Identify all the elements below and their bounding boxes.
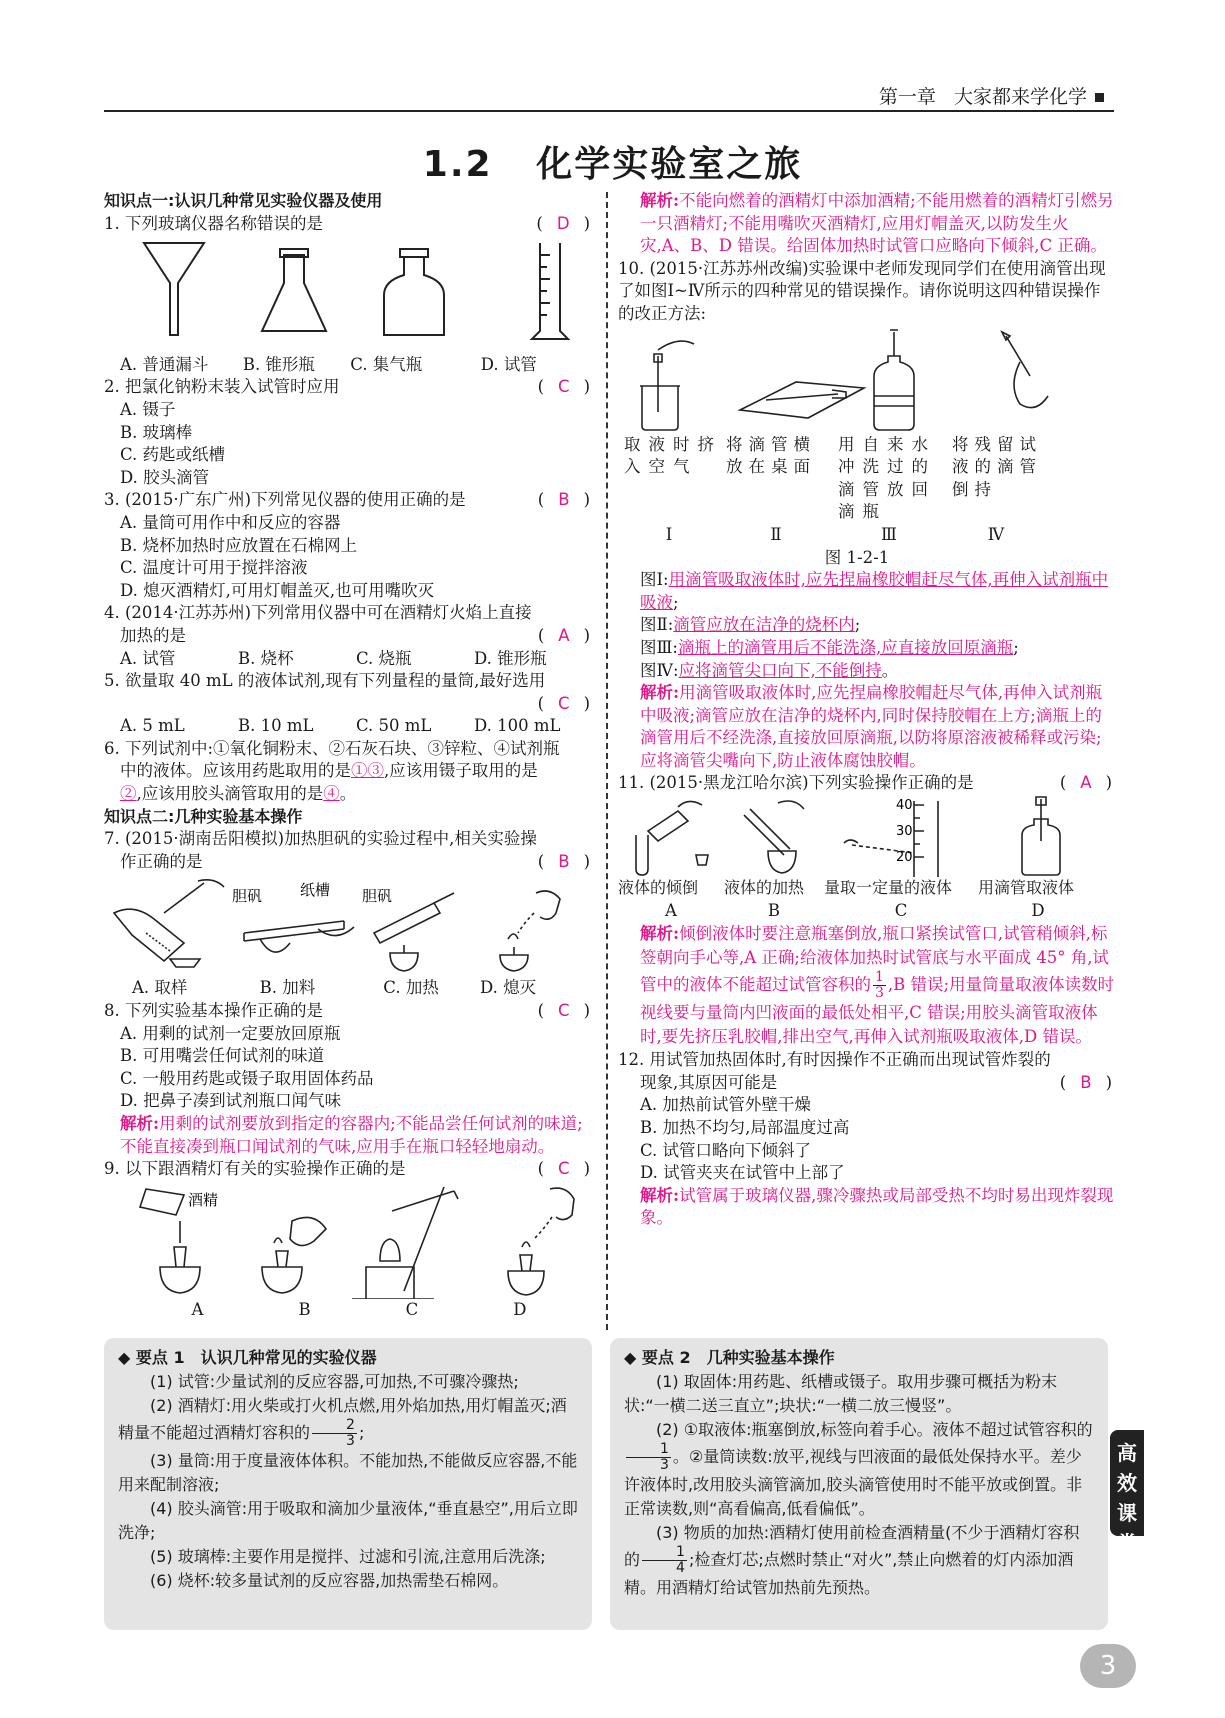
question-12: 12. 用试管加热固体时,有时因操作不正确而出现试管炸裂的 现象,其原因可能是 ( B ) — [618, 1049, 1116, 1094]
answer-5: ( C ) — [537, 693, 590, 713]
answer-11: ( A ) — [1059, 773, 1112, 793]
box2-fraction-1: $\frac{1}{3}$ — [626, 1442, 671, 1473]
q4-options: A. 试管 B. 烧杯 C. 烧瓶 D. 锥形瓶 — [120, 648, 547, 668]
q10-figure — [618, 326, 1116, 434]
conical-flask-icon — [262, 255, 326, 331]
question-6: 6. 下列试剂中:①氧化铜粉末、②石灰石块、③锌粒、④试剂瓶 中的液体。应该用药匙取用的是①③,应该用镊子取用的是 ②,应该用胶头滴管取用的是④。 — [104, 738, 560, 804]
q3-option-b: B. 烧杯加热时应放置在石棉网上 — [120, 535, 358, 555]
question-10: 10. (2015·江苏苏州改编)实验课中老师发现同学们在使用滴管出现了如图Ⅰ~Ⅳ所示的四种常见的错误操作。请你说明这四种错误操作的改正方法: — [618, 258, 1106, 323]
q8-analysis: 解析:用剩的试剂要放到指定的容器内;不能品尝任何试剂的味道;不能直接凑到瓶口闻试剂的气味,应用手在瓶口轻轻地扇动。 — [120, 1114, 583, 1156]
answer-8: ( C ) — [537, 1001, 590, 1021]
graduated-cylinder-icon — [532, 243, 568, 339]
q11-captions: 液体的倾倒 液体的加热 量取一定量的液体 用滴管取液体 — [618, 878, 1075, 898]
answer-1: ( D ) — [536, 213, 590, 233]
square-bullet-icon — [1095, 93, 1104, 102]
page-title: 1.2 化学实验室之旅 — [422, 144, 803, 185]
q10-fix-2: 滴管应放在洁净的烧杯内 — [673, 615, 855, 635]
question-8: 8. 下列实验基本操作正确的是 ( C ) — [104, 1000, 594, 1023]
q10-analysis: 解析:用滴管吸取液体时,应先捏扁橡胶帽赶尽气体,再伸入试剂瓶中吸液;滴管应放在洁净的烧杯内,同时保持胶帽在上方;滴瓶上的滴管用后不经洗涤,直接放回原滴瓶,以防将原溶液被稀释或污染;应将滴管尖嘴向下,防止液体腐蚀胶帽。 — [640, 683, 1103, 770]
key-point-box-2: ◆ 要点 2 几种实验基本操作 (1) 取固体:用药匙、纸槽或镊子。取用步骤可概括为粉末状:“一横二送三直立”;块状:“一横二放三慢竖”。 (2) ①取液体:瓶塞倒放,标签向着手心。液体不超过试管容积的 $\frac{1}{3}$ 。②量筒读数:放平,视线与凹液面的最低处保持水平。差少许液体时,改用胶头滴管滴加,胶头滴管使用时不能平放或倒置。非正常读数,则“高看偏高,低看偏低”。 (3) 物质的加热:酒精灯使用前检查酒精量(不少于酒精灯容积的 $\frac{1}{4}$ ;检查灯芯;点燃时禁止“对火”,禁止向燃着的灯内添加酒精。用酒精灯给试管加热前先预热。 — [610, 1338, 1108, 1630]
q11-scale-40: 40 — [896, 798, 913, 814]
question-3: 3. (2015·广东广州)下列常见仪器的使用正确的是 ( B ) — [104, 489, 594, 512]
question-4: 4. (2014·江苏苏州)下列常用仪器中可在酒精灯火焰上直接 加热的是 ( A ) — [104, 602, 594, 647]
side-tab: 高效课堂 — [1110, 1430, 1144, 1536]
q6-blank-3: ④ — [323, 784, 340, 804]
section-heading-1: 知识点一:认识几种常见实验仪器及使用 — [104, 191, 383, 210]
q10-dropper-svg — [618, 326, 1116, 434]
key-point-1-title: ◆ 要点 1 认识几种常见的实验仪器 — [118, 1348, 377, 1367]
q3-option-a: A. 量筒可用作中和反应的容器 — [120, 512, 341, 532]
question-9: 9. 以下跟酒精灯有关的实验操作正确的是 ( C ) — [104, 1158, 594, 1181]
gas-bottle-icon — [384, 257, 444, 335]
key-point-2-title: ◆ 要点 2 几种实验基本操作 — [624, 1348, 835, 1367]
box1-fraction: $\frac{2}{3}$ — [312, 1418, 357, 1449]
q9-label-alcohol: 酒精 — [188, 1190, 219, 1209]
q1-apparatus-figure — [104, 235, 594, 347]
answer-12: ( B ) — [1059, 1072, 1112, 1092]
q7-options: A. 取样 B. 加料 C. 加热 D. 熄灭 — [132, 978, 537, 998]
q11-figure — [618, 795, 1116, 877]
section-heading-2: 知识点二:几种实验基本操作 — [104, 806, 303, 826]
right-column: 解析:不能向燃着的酒精灯中添加酒精;不能用燃着的酒精灯引燃另一只酒精灯;不能用嘴吹灭酒精灯,应用灯帽盖灭,以防发生火灾,A、B、D 错误。给固体加热时试管口应略向下倾斜,C 正确。 10. (2015·江苏苏州改编)实验课中老师发现同学们在使用滴管出现了如图Ⅰ~Ⅳ所示的四种常见的错误操作。请你说明这四种错误操作的改正方法: 取液时挤入空气 将滴管横放在桌面 用自来水冲洗过的滴管放回滴瓶 将残留试液的滴管倒持 Ⅰ Ⅱ Ⅲ Ⅳ 图 1-2-1 图Ⅰ:用滴管吸取液体时,应先捏扁橡胶帽赶尽气体,再伸入试剂瓶中吸液; 图Ⅱ:滴管应放在洁净的烧杯内; 图Ⅲ:滴瓶上的滴管用后不能洗涤,应直接放回原滴瓶; 图Ⅳ:应将滴管尖口向下,不能倒持。 解析:用滴管吸取液体时,应先捏扁橡胶帽赶尽气体,再伸入试剂瓶中吸液;滴管应放在洁净的烧杯内,同时保持胶帽在上方;滴瓶上的滴管用后不经洗涤,直接放回原滴瓶,以防将原溶液被稀释或污染;应将滴管尖嘴向下,防止液体腐蚀胶帽。 11. (2015·黑龙江哈尔滨)下列实验操作正确的是 ( A ) 40 30 20 液体的倾倒 液体的加热 量取一定量的液体 用滴管取液体 A B C D 解析:倾倒液体时要注意瓶塞倒放,瓶口紧挨试管口,试管稍倾斜,标签朝向手心等,A 正确;给液体加热时试管底与水平面成 45° 角,试管中的液体不能超过试管容积的 $\frac{1}{3}$ ,B 错误;用量筒量取液体读数时视线要与量筒内凹液面的最低处相平,C 错误;用胶头滴管取液体时,要先挤压乳胶帽,排出空气,再伸入试剂瓶吸取液体,D 错误。 12. 用试管加热固体时,有时因操作不正确而出现试管炸裂的 现象,其原因可能是 ( B ) A. 加热前试管外壁干燥 B. 加热不均匀,局部温度过高 C. 试管口略向下倾斜了 D. 试管夹夹在试管中上部了 解析:试管属于玻璃仪器,骤冷骤热或局部受热不均时易出现炸裂现象。 — [618, 190, 1116, 1230]
q11-fraction: $\frac{1}{3}$ — [875, 969, 884, 1002]
q7-label-alum-2: 胆矾 — [362, 887, 393, 906]
q9-figure — [104, 1181, 594, 1299]
answer-2: ( C ) — [537, 377, 590, 397]
column-divider — [606, 192, 608, 1330]
q7-figure — [104, 873, 594, 977]
q10-fixes: 图Ⅰ:用滴管吸取液体时,应先捏扁橡胶帽赶尽气体,再伸入试剂瓶中吸液; 图Ⅱ:滴管应放在洁净的烧杯内; 图Ⅲ:滴瓶上的滴管用后不能洗涤,应直接放回原滴瓶; 图Ⅳ:应将滴管尖口向下,不能倒持。 — [640, 570, 1109, 680]
funnel-icon — [144, 243, 204, 335]
left-column: 知识点一:认识几种常见实验仪器及使用 1. 下列玻璃仪器名称错误的是 ( D ) A. 普通漏斗 B. 锥形瓶 C. 集气瓶 D. 试管 2. 把氯化钠粉末装入试管时应用 ( C ) A. 镊子 B. 玻璃棒 C. 药匙或纸槽 D. 胶头滴管 3. (2015·广东广州)下列常见仪器的使用正确的是 ( B ) A. 量筒可用作中和反应的容器 B. 烧杯加热时应放置在石棉网上 C. 温度计可用于搅拌溶液 D. 熄灭酒精灯,可用灯帽盖灭,也可用嘴吹灭 4. (2014·江苏苏州)下列常用仪器中可在酒精灯火焰上直接 加热的是 ( A ) A. 试管 B. 烧杯 C. 烧瓶 D. 锥形瓶 5. 欲量取 40 mL 的液体试剂,现有下列量程的量筒,最好选用 ( C ) A. 5 mL B. 10 mL C. 50 mL D. 100 mL 6. 下列试剂中:①氧化铜粉末、②石灰石块、③锌粒、④试剂瓶 中的液体。应该用药匙取用的是①③,应该用镊子取用的是 ②,应该用胶头滴管取用的是④。 知识点二:几种实验基本操作 7. (2015·湖南岳阳模拟)加热胆矾的实验过程中,相关实验操 作正确的是 ( B ) 胆矾 纸槽 胆矾 A. 取样 B. 加料 C. 加热 D. 熄灭 8. 下列实验基本操作正确的是 ( C ) A. 用剩的试剂一定要放回原瓶 B. 可用嘴尝任何试剂的味道 C. 一般用药匙或镊子取用固体药品 D. 把鼻子凑到试剂瓶口闻气味 解析:用剩的试剂要放到指定的容器内;不能品尝任何试剂的味道;不能直接凑到瓶口闻试剂的气味,应用手在瓶口轻轻地扇动。 9. 以下跟酒精灯有关的实验操作正确的是 ( C ) 酒精 A B C D — [104, 190, 594, 1321]
page-number: 3 — [1080, 1644, 1136, 1688]
q9-options: A B C D — [191, 1299, 527, 1319]
q6-blank-2: ② — [120, 784, 137, 804]
q10-fix-1: 用滴管吸取液体时,应先捏扁橡胶帽赶尽气体,再伸入试剂瓶中吸液 — [640, 570, 1109, 612]
q10-fix-3: 滴瓶上的滴管用后不能洗涤,应直接放回原滴瓶 — [677, 637, 1014, 657]
q11-operations-svg — [618, 795, 1116, 877]
q2-options: A. 镊子 B. 玻璃棒 C. 药匙或纸槽 D. 胶头滴管 — [120, 399, 226, 487]
q7-label-paper: 纸槽 — [300, 881, 331, 900]
key-point-box-1: ◆ 要点 1 认识几种常见的实验仪器 (1) 试管:少量试剂的反应容器,可加热,不可骤冷骤热; (2) 酒精灯:用火柴或打火机点燃,用外焰加热,用灯帽盖灭;酒精量不能超过酒精灯容积的 $\frac{2}{3}$ ; (3) 量筒:用于度量液体体积。不能加热,不能做反应容器,不能用来配制溶液; (4) 胶头滴管:用于吸取和滴加少量液体,“垂直悬空”,用后立即洗净; (5) 玻璃棒:主要作用是搅拌、过滤和引流,注意用后洗涤; (6) 烧杯:较多量试剂的反应容器,加热需垫石棉网。 — [104, 1338, 592, 1630]
q6-blank-1: ①③ — [351, 761, 384, 781]
question-2: 2. 把氯化钠粉末装入试管时应用 ( C ) — [104, 376, 594, 399]
box2-fraction-2: $\frac{1}{4}$ — [642, 1545, 687, 1576]
question-1: 1. 下列玻璃仪器名称错误的是 ( D ) — [104, 213, 594, 236]
running-head: 第一章 大家都来学化学 — [879, 82, 1104, 109]
q10-numerals: Ⅰ Ⅱ Ⅲ Ⅳ — [665, 524, 1005, 544]
q3-option-c: C. 温度计可用于搅拌溶液 — [120, 558, 308, 578]
answer-9: ( C ) — [537, 1159, 590, 1179]
q11-scale-20: 20 — [896, 850, 913, 866]
q7-label-alum-1: 胆矾 — [232, 887, 263, 906]
q1-options: A. 普通漏斗 B. 锥形瓶 C. 集气瓶 D. 试管 — [120, 354, 537, 374]
q11-scale-30: 30 — [896, 824, 913, 840]
figure-caption: 图 1-2-1 — [824, 547, 890, 567]
q11-letters: A B C D — [665, 900, 1045, 920]
q10-captions: 取液时挤入空气 将滴管横放在桌面 用自来水冲洗过的滴管放回滴瓶 将残留试液的滴管倒持 — [624, 434, 1042, 522]
answer-7: ( B ) — [537, 851, 590, 871]
q3-option-d: D. 熄灭酒精灯,可用灯帽盖灭,也可用嘴吹灭 — [120, 580, 435, 600]
q10-fix-4: 应将滴管尖口向下,不能倒持 — [678, 660, 882, 680]
answer-4: ( A ) — [537, 625, 590, 645]
page-header — [104, 80, 1114, 112]
question-5: 5. 欲量取 40 mL 的液体试剂,现有下列量程的量筒,最好选用 ( C ) — [104, 670, 594, 715]
question-11: 11. (2015·黑龙江哈尔滨)下列实验操作正确的是 ( A ) — [618, 772, 1116, 795]
q12-analysis: 解析:试管属于玻璃仪器,骤冷骤热或局部受热不均时易出现炸裂现象。 — [640, 1185, 1114, 1228]
q9-alcohol-lamp-svg — [104, 1181, 594, 1299]
q7-operations-svg — [104, 873, 594, 977]
q11-analysis: 解析:倾倒液体时要注意瓶塞倒放,瓶口紧挨试管口,试管稍倾斜,标签朝向手心等,A 正确;给液体加热时试管底与水平面成 45° 角,试管中的液体不能超过试管容积的 $\frac{1}{3}$ ,B 错误;用量筒量取液体读数时视线要与量筒内凹液面的最低处相平,C 错误;用胶头滴管取液体时,要先挤压乳胶帽,排出空气,再伸入试剂瓶吸取液体,D 错误。 — [640, 924, 1115, 1047]
q5-options: A. 5 mL B. 10 mL C. 50 mL D. 100 mL — [120, 716, 561, 736]
question-7: 7. (2015·湖南岳阳模拟)加热胆矾的实验过程中,相关实验操 作正确的是 ( B ) — [104, 828, 594, 873]
answer-3: ( B ) — [537, 490, 590, 510]
q9-analysis: 解析:不能向燃着的酒精灯中添加酒精;不能用燃着的酒精灯引燃另一只酒精灯;不能用嘴吹灭酒精灯,应用灯帽盖灭,以防发生火灾,A、B、D 错误。给固体加热时试管口应略向下倾斜,C 正确。 — [640, 191, 1114, 256]
